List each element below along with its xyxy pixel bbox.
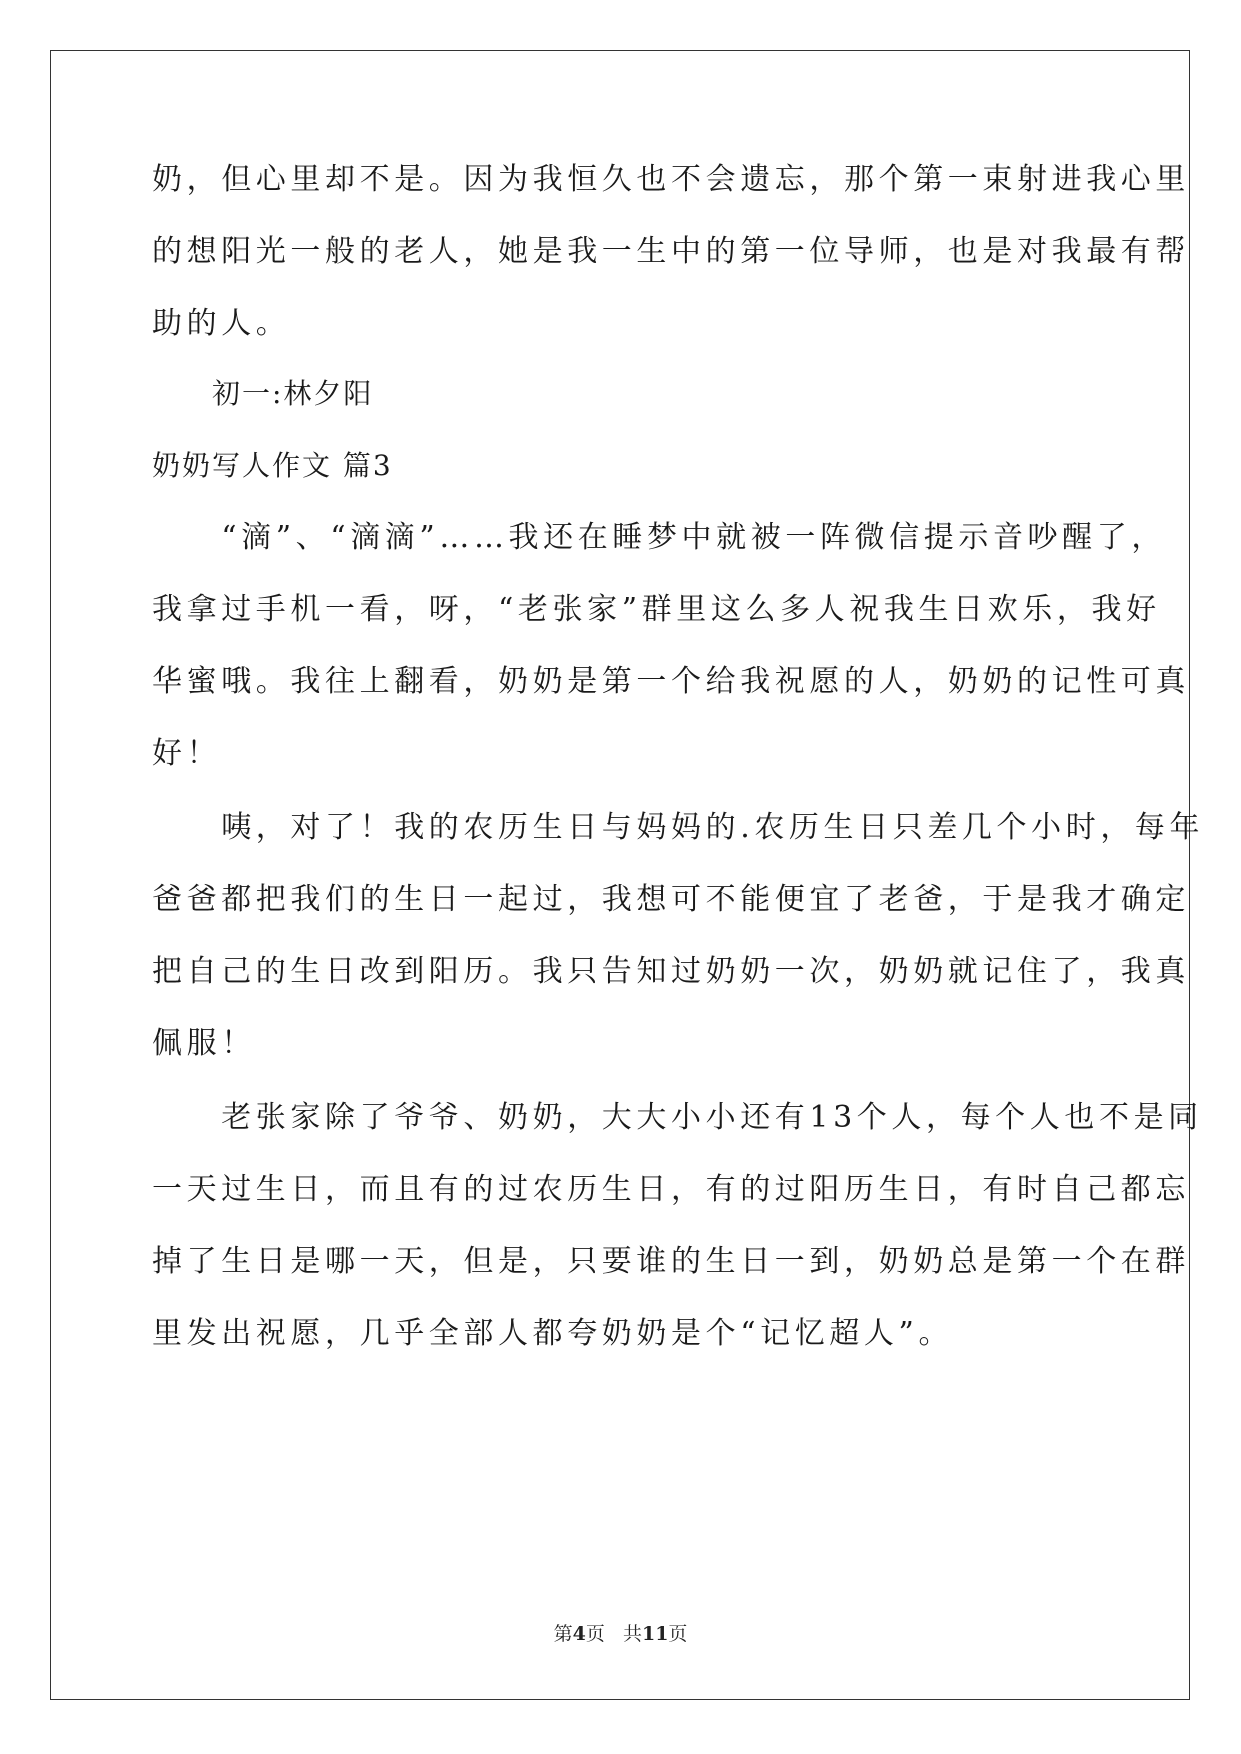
- current-page-number: 4: [572, 1623, 586, 1645]
- text-line: 里发出祝愿，几乎全部人都夸奶奶是个“记忆超人”。: [152, 1316, 954, 1351]
- footer-prefix: 第: [553, 1623, 573, 1645]
- section-heading: 奶奶写人作文 篇3: [152, 449, 393, 482]
- text-line: 一天过生日，而且有的过农历生日，有的过阳历生日，有时自己都忘: [152, 1172, 1190, 1207]
- text-line: 把自己的生日改到阳历。我只告知过奶奶一次，奶奶就记住了，我真: [152, 954, 1190, 989]
- text-line: 掉了生日是哪一天，但是，只要谁的生日一到，奶奶总是第一个在群: [152, 1244, 1190, 1279]
- text-line: 助的人。: [152, 306, 291, 341]
- total-pages-number: 11: [641, 1623, 669, 1645]
- footer-total-suffix: 页: [668, 1623, 688, 1645]
- text-line: “滴”、“滴滴”……我还在睡梦中就被一阵微信提示音吵醒了，: [152, 520, 1166, 555]
- text-line: 我拿过手机一看，呀，“老张家”群里这么多人祝我生日欢乐，我好: [152, 592, 1161, 627]
- text-line: 华蜜哦。我往上翻看，奶奶是第一个给我祝愿的人，奶奶的记性可真: [152, 664, 1190, 699]
- text-line: 爸爸都把我们的生日一起过，我想可不能便宜了老爸，于是我才确定: [152, 882, 1190, 917]
- footer-total-prefix: 共: [622, 1623, 642, 1645]
- text-line: 佩服！: [152, 1026, 256, 1061]
- text-line: 好！: [152, 736, 222, 771]
- page-border: [50, 50, 1190, 1700]
- text-line: 奶，但心里却不是。因为我恒久也不会遗忘，那个第一束射进我心里: [152, 162, 1190, 197]
- text-line: 的想阳光一般的老人，她是我一生中的第一位导师，也是对我最有帮: [152, 234, 1190, 269]
- text-line: 老张家除了爷爷、奶奶，大大小小还有13个人，每个人也不是同: [152, 1100, 1203, 1135]
- text-line: 咦，对了！我的农历生日与妈妈的.农历生日只差几个小时，每年: [152, 810, 1205, 845]
- author-line: 初一:林夕阳: [152, 377, 374, 410]
- page-footer: [0, 1622, 1241, 1646]
- footer-page-word: 页: [585, 1623, 605, 1645]
